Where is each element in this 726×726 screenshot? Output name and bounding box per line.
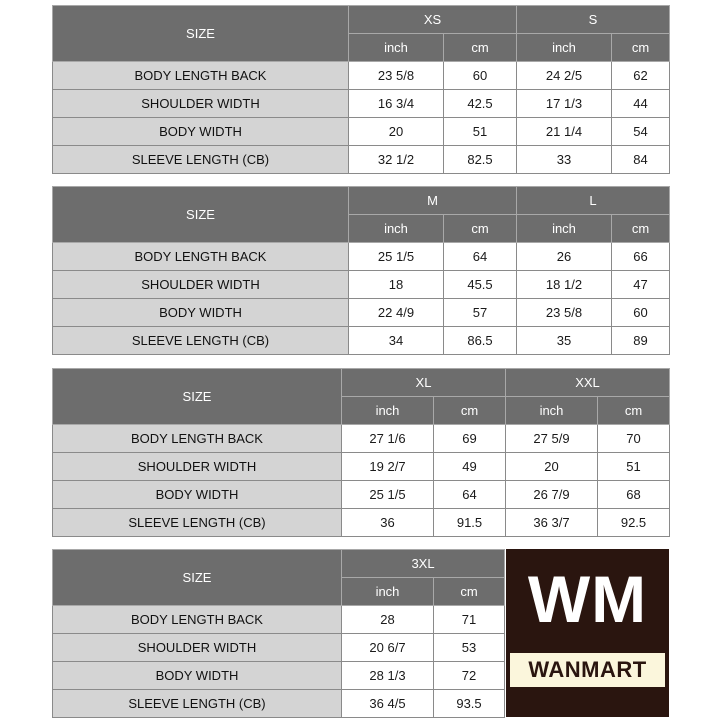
- row-label: SLEEVE LENGTH (CB): [53, 327, 349, 355]
- unit-inch-header: inch: [342, 397, 434, 425]
- row-label: BODY LENGTH BACK: [53, 606, 342, 634]
- value-cell: 34: [349, 327, 444, 355]
- value-cell: 49: [434, 453, 506, 481]
- row-label: BODY WIDTH: [53, 481, 342, 509]
- value-cell: 25 1/5: [349, 243, 444, 271]
- value-cell: 28: [342, 606, 434, 634]
- value-cell: 27 1/6: [342, 425, 434, 453]
- value-cell: 32 1/2: [349, 146, 444, 174]
- size-table-m-l: [52, 186, 670, 355]
- unit-cm-header: cm: [444, 215, 517, 243]
- value-cell: 92.5: [598, 509, 670, 537]
- value-cell: 18: [349, 271, 444, 299]
- value-cell: 93.5: [434, 690, 505, 718]
- value-cell: 23 5/8: [349, 62, 444, 90]
- value-cell: 36 4/5: [342, 690, 434, 718]
- size-header: SIZE: [53, 187, 349, 243]
- value-cell: 22 4/9: [349, 299, 444, 327]
- row-label: SLEEVE LENGTH (CB): [53, 690, 342, 718]
- row-label: BODY LENGTH BACK: [53, 62, 349, 90]
- value-cell: 72: [434, 662, 505, 690]
- unit-inch-header: inch: [349, 34, 444, 62]
- value-cell: 51: [598, 453, 670, 481]
- value-cell: 64: [444, 243, 517, 271]
- value-cell: 57: [444, 299, 517, 327]
- value-cell: 16 3/4: [349, 90, 444, 118]
- row-label: SHOULDER WIDTH: [53, 634, 342, 662]
- value-cell: 42.5: [444, 90, 517, 118]
- table-row: [53, 271, 670, 299]
- row-label: SLEEVE LENGTH (CB): [53, 146, 349, 174]
- value-cell: 60: [444, 62, 517, 90]
- unit-cm-header: cm: [612, 34, 670, 62]
- table-row: [53, 146, 670, 174]
- value-cell: 21 1/4: [517, 118, 612, 146]
- value-cell: 28 1/3: [342, 662, 434, 690]
- value-cell: 69: [434, 425, 506, 453]
- size-s-header: S: [517, 6, 670, 34]
- size-header: SIZE: [53, 550, 342, 606]
- row-label: SHOULDER WIDTH: [53, 271, 349, 299]
- size-xxl-header: XXL: [506, 369, 670, 397]
- table-row: [53, 690, 505, 718]
- size-l-header: L: [517, 187, 670, 215]
- value-cell: 70: [598, 425, 670, 453]
- size-xs-header: XS: [349, 6, 517, 34]
- table-row: [53, 662, 505, 690]
- unit-inch-header: inch: [517, 215, 612, 243]
- table-row: [53, 509, 670, 537]
- value-cell: 26 7/9: [506, 481, 598, 509]
- value-cell: 18 1/2: [517, 271, 612, 299]
- value-cell: 64: [434, 481, 506, 509]
- unit-inch-header: inch: [506, 397, 598, 425]
- value-cell: 84: [612, 146, 670, 174]
- unit-cm-header: cm: [598, 397, 670, 425]
- value-cell: 89: [612, 327, 670, 355]
- value-cell: 36: [342, 509, 434, 537]
- table-row: [53, 606, 505, 634]
- unit-cm-header: cm: [434, 397, 506, 425]
- size-xl-header: XL: [342, 369, 506, 397]
- size-3xl-header: 3XL: [342, 550, 505, 578]
- unit-cm-header: cm: [434, 578, 505, 606]
- value-cell: 82.5: [444, 146, 517, 174]
- value-cell: 68: [598, 481, 670, 509]
- value-cell: 66: [612, 243, 670, 271]
- row-label: BODY LENGTH BACK: [53, 425, 342, 453]
- value-cell: 36 3/7: [506, 509, 598, 537]
- value-cell: 91.5: [434, 509, 506, 537]
- size-table-3xl: [52, 549, 505, 718]
- table-row: [53, 453, 670, 481]
- table-row: [53, 118, 670, 146]
- value-cell: 51: [444, 118, 517, 146]
- value-cell: 17 1/3: [517, 90, 612, 118]
- value-cell: 47: [612, 271, 670, 299]
- value-cell: 20: [506, 453, 598, 481]
- logo-monogram: WM: [527, 562, 648, 636]
- wanmart-logo: [506, 549, 669, 717]
- table-row: [53, 299, 670, 327]
- logo-brand-band: [510, 653, 665, 687]
- table-row: [53, 243, 670, 271]
- row-label: SHOULDER WIDTH: [53, 90, 349, 118]
- value-cell: 23 5/8: [517, 299, 612, 327]
- table-row: [53, 62, 670, 90]
- table-row: [53, 425, 670, 453]
- value-cell: 25 1/5: [342, 481, 434, 509]
- value-cell: 26: [517, 243, 612, 271]
- table-row: [53, 90, 670, 118]
- row-label: BODY WIDTH: [53, 299, 349, 327]
- value-cell: 20 6/7: [342, 634, 434, 662]
- row-label: SLEEVE LENGTH (CB): [53, 509, 342, 537]
- value-cell: 44: [612, 90, 670, 118]
- row-label: BODY WIDTH: [53, 662, 342, 690]
- row-label: SHOULDER WIDTH: [53, 453, 342, 481]
- value-cell: 35: [517, 327, 612, 355]
- value-cell: 86.5: [444, 327, 517, 355]
- value-cell: 62: [612, 62, 670, 90]
- unit-inch-header: inch: [517, 34, 612, 62]
- table-row: [53, 327, 670, 355]
- value-cell: 20: [349, 118, 444, 146]
- row-label: BODY LENGTH BACK: [53, 243, 349, 271]
- value-cell: 33: [517, 146, 612, 174]
- size-header: SIZE: [53, 6, 349, 62]
- unit-cm-header: cm: [612, 215, 670, 243]
- size-table-xl-xxl: [52, 368, 670, 537]
- value-cell: 71: [434, 606, 505, 634]
- value-cell: 27 5/9: [506, 425, 598, 453]
- unit-cm-header: cm: [444, 34, 517, 62]
- size-m-header: M: [349, 187, 517, 215]
- value-cell: 53: [434, 634, 505, 662]
- size-table-xs-s: [52, 5, 670, 174]
- value-cell: 24 2/5: [517, 62, 612, 90]
- table-row: [53, 634, 505, 662]
- value-cell: 19 2/7: [342, 453, 434, 481]
- table-row: [53, 481, 670, 509]
- row-label: BODY WIDTH: [53, 118, 349, 146]
- size-header: SIZE: [53, 369, 342, 425]
- value-cell: 54: [612, 118, 670, 146]
- logo-brand-name: WANMART: [528, 657, 647, 682]
- unit-inch-header: inch: [342, 578, 434, 606]
- unit-inch-header: inch: [349, 215, 444, 243]
- value-cell: 60: [612, 299, 670, 327]
- value-cell: 45.5: [444, 271, 517, 299]
